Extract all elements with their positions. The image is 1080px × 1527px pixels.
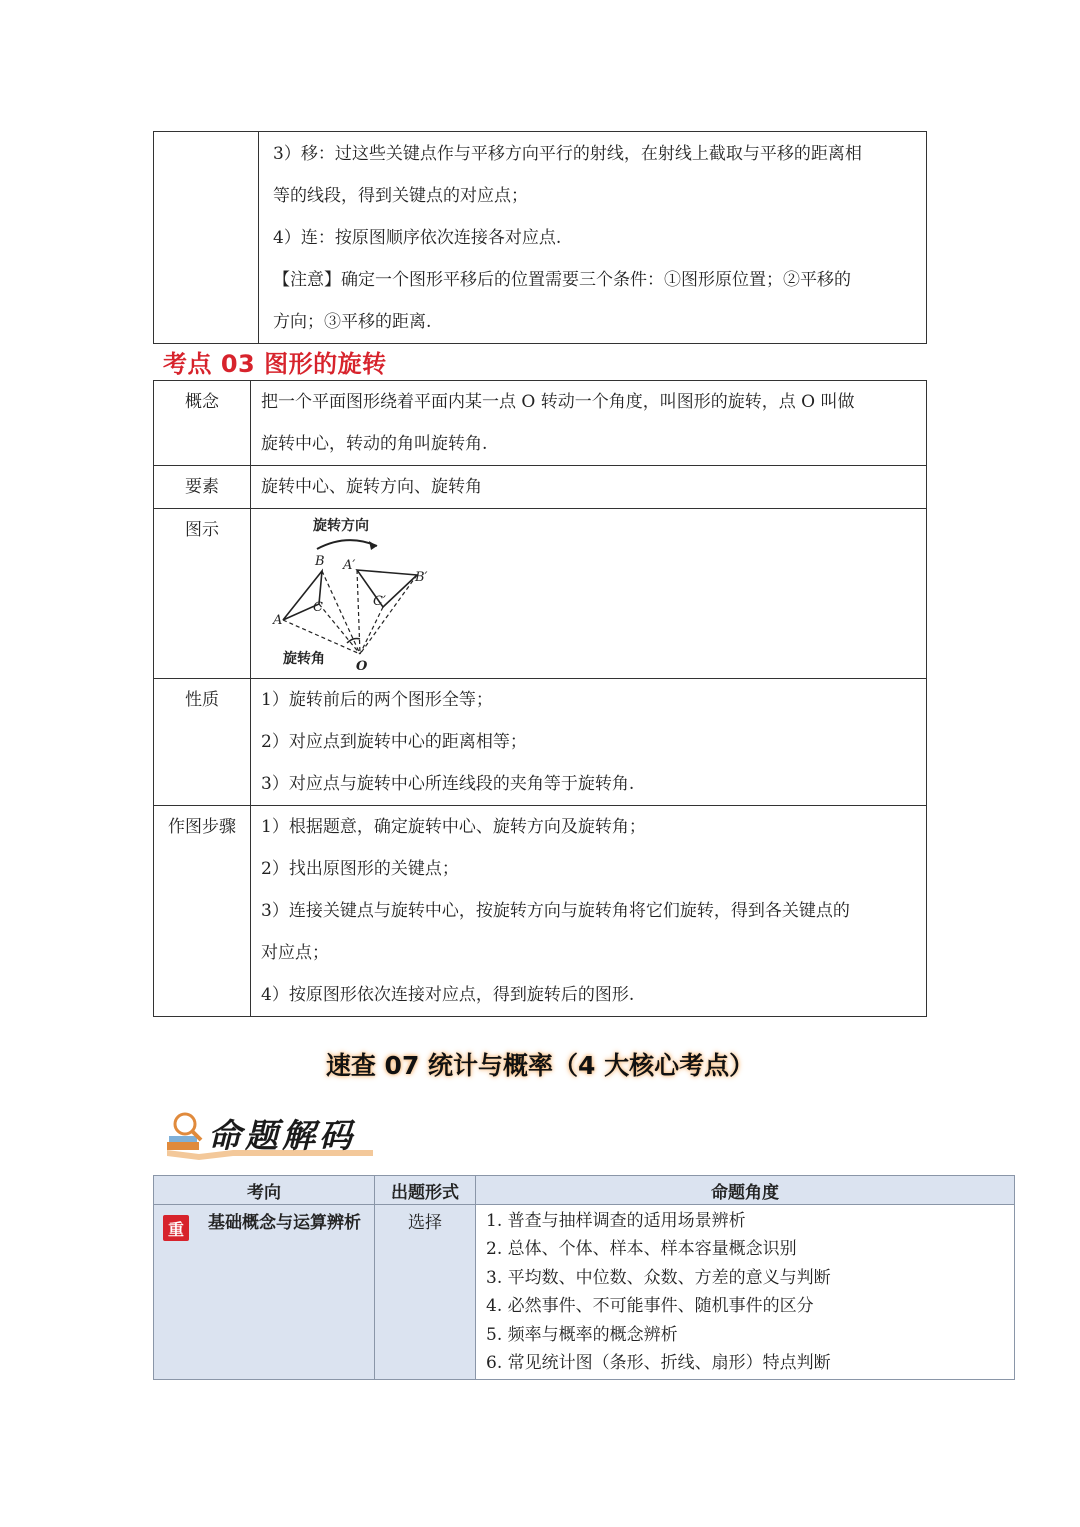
point-b-label: B [315,554,325,569]
triangle-a1b1c1 [357,570,417,607]
text-line: 旋转中心，转动的角叫旋转角. [261,434,488,454]
concept-label: 概念 [154,381,251,466]
point-c1-label: C′ [373,594,386,609]
translation-steps-cell [259,132,927,344]
header-direction: 考向 [154,1176,375,1205]
list-item: 1. 普查与抽样调查的适用场景辨析 [486,1211,746,1231]
header-form: 出题形式 [375,1176,476,1205]
table-row [154,1205,1015,1380]
rotation-diagram [265,513,435,678]
direction-label: 旋转方向 [313,518,369,534]
angle-cell [476,1205,1015,1380]
list-item: 4. 必然事件、不可能事件、随机事件的区分 [486,1296,814,1317]
direction-arrow-icon [317,540,377,549]
text-line: 2）找出原图形的关键点； [261,859,459,879]
proposition-banner [163,1106,373,1162]
text-line: 等的线段，得到关键点的对应点； [273,186,528,206]
text-line: 2）对应点到旋转中心的距离相等； [261,732,527,752]
figure-label: 图示 [154,509,251,679]
text-line: 3）对应点与旋转中心所连线段的夹角等于旋转角. [261,774,635,794]
text-line: 把一个平面图形绕着平面内某一点 O 转动一个角度，叫图形的旋转，点 O 叫做 [261,392,855,412]
figure-cell [251,509,927,679]
text-line: 1）根据题意，确定旋转中心、旋转方向及旋转角； [261,817,646,837]
steps-label: 作图步骤 [154,806,251,1017]
text-line: 3）连接关键点与旋转中心，按旋转方向与旋转角将它们旋转，得到各关键点的 [261,901,850,921]
steps-cell [251,806,927,1017]
point-a-label: A [273,613,283,628]
property-label: 性质 [154,679,251,806]
text-line: 4）按原图形依次连接对应点，得到旋转后的图形. [261,985,635,1005]
text-line: 4）连：按原图顺序依次连接各对应点. [273,228,562,248]
empty-label-cell [154,132,259,344]
direction-text: 基础概念与运算辨析 [208,1213,361,1233]
concept-cell [251,381,927,466]
header-angle: 命题角度 [476,1176,1015,1205]
point-b1-label: B′ [415,570,428,585]
text-line: 旋转中心、旋转方向、旋转角 [261,477,482,497]
text-line: 【注意】确定一个图形平移后的位置需要三个条件：①图形原位置；②平移的 [273,270,851,290]
list-item: 6. 常见统计图（条形、折线、扇形）特点判断 [486,1353,831,1374]
text-line: 1）旋转前后的两个图形全等； [261,690,493,710]
list-item: 3. 平均数、中位数、众数、方差的意义与判断 [486,1267,831,1288]
form-text: 选择 [408,1213,442,1233]
text-line: 方向；③平移的距离. [273,312,432,332]
proposition-table [153,1175,1015,1380]
translation-steps-table [153,131,927,344]
text-line: 3）移：过这些关键点作与平移方向平行的射线，在射线上截取与平移的距离相 [273,144,862,164]
angle-label: 旋转角 [283,651,325,667]
list-item: 5. 频率与概率的概念辨析 [486,1324,678,1345]
point-c-label: C [313,600,323,615]
list-item: 2. 总体、个体、样本、样本容量概念识别 [486,1239,797,1260]
form-cell [375,1205,476,1380]
angle-arc [347,639,360,644]
point-a1-label: A′ [343,558,356,573]
point-o-label: O [356,659,368,674]
rotation-table [153,380,927,1017]
arrowhead-icon [369,541,377,550]
section-title: 速查 07 统计与概率（4 大核心考点） [325,1051,755,1080]
text-line: 对应点； [261,943,329,963]
elements-cell [251,466,927,509]
banner-text: 命题解码 [208,1116,356,1155]
property-cell [251,679,927,806]
elements-label: 要素 [154,466,251,509]
section-heading-rotation: 考点 03 图形的旋转 [163,350,387,378]
table-header-row [154,1176,1015,1205]
key-badge: 重 [163,1215,189,1241]
